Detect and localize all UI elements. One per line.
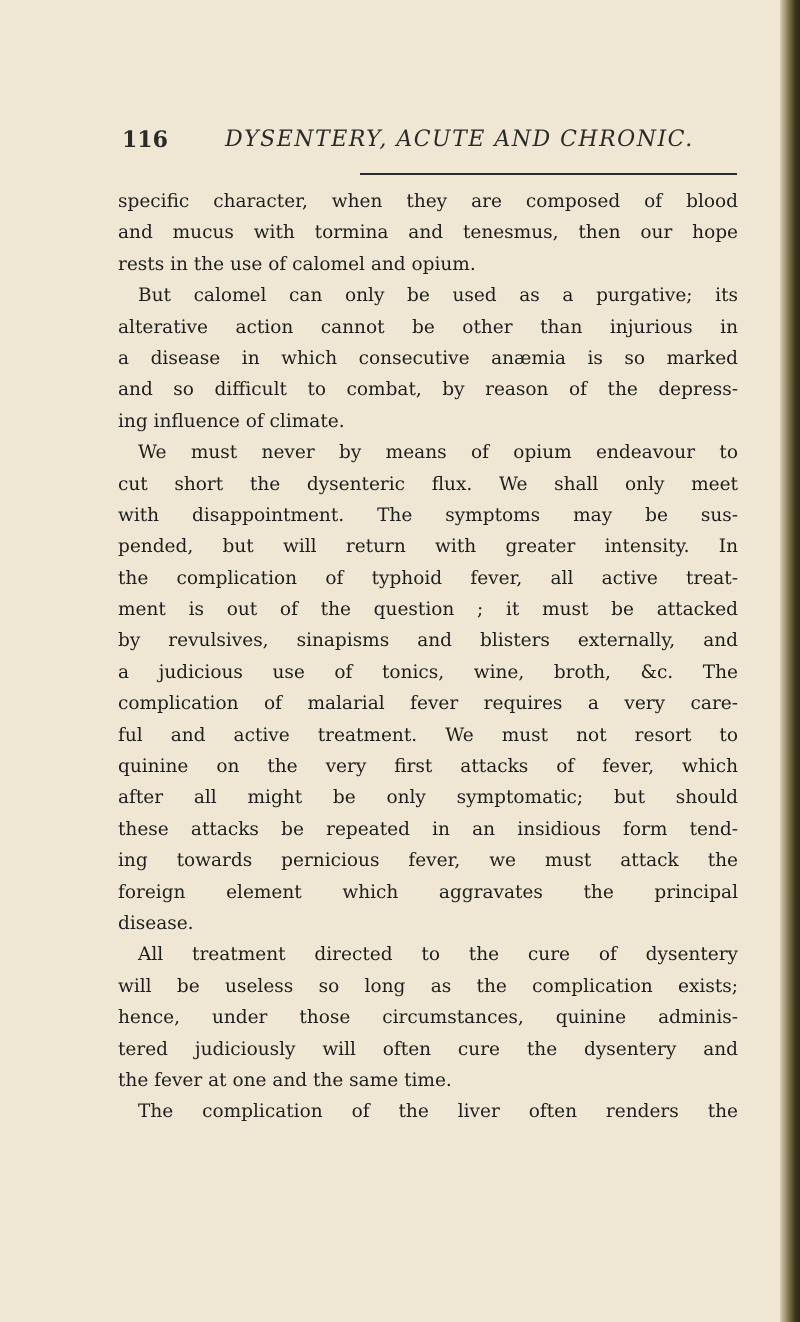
text-line: ing influence of climate.	[118, 410, 345, 432]
text-line: But calomel can only be used as a purgative; its	[138, 285, 738, 307]
text-line: a judicious use of tonics, wine, broth, &c. The	[118, 661, 738, 683]
text-line: complication of malarial fever requires a very care-	[118, 693, 738, 715]
text-line: The complication of the liver often renders the	[138, 1101, 738, 1123]
text-line: the fever at one and the same time.	[118, 1069, 452, 1091]
text-line: cut short the dysenteric flux. We shall only meet	[118, 473, 738, 495]
text-line: with disappointment. The symptoms may be sus-	[118, 504, 738, 526]
text-line: tered judiciously will often cure the dysentery and	[118, 1038, 738, 1060]
text-line: a disease in which consecutive anæmia is so marked	[118, 347, 738, 369]
text-line: quinine on the very first attacks of fever, which	[118, 756, 738, 778]
text-line: after all might be only symptomatic; but should	[118, 787, 738, 809]
text-line: ful and active treatment. We must not resort to	[118, 724, 738, 746]
page-number: 116	[122, 127, 168, 153]
page-edge-shadow	[780, 0, 800, 1322]
text-line: hence, under those circumstances, quinine adminis-	[118, 1007, 738, 1029]
header-rule	[360, 173, 737, 175]
text-line: disease.	[118, 912, 194, 934]
text-line: and so difficult to combat, by reason of the depress-	[118, 379, 738, 401]
text-line: We must never by means of opium endeavour to	[138, 442, 738, 464]
text-line: the complication of typhoid fever, all active treat-	[118, 567, 738, 589]
body-text	[118, 186, 738, 1128]
text-line: ment is out of the question ; it must be attacked	[118, 599, 738, 621]
running-head: DYSENTERY, ACUTE AND CHRONIC.	[225, 127, 694, 152]
text-line: ing towards pernicious fever, we must attack the	[118, 850, 738, 872]
text-line: and mucus with tormina and tenesmus, then our hope	[118, 222, 738, 244]
page-header	[118, 127, 738, 167]
text-line: specific character, when they are composed of blood	[118, 191, 738, 212]
text-line: these attacks be repeated in an insidious form tend-	[118, 818, 738, 840]
text-line: foreign element which aggravates the principal	[118, 881, 738, 903]
text-line: alterative action cannot be other than injurious in	[118, 316, 738, 338]
text-line: All treatment directed to the cure of dysentery	[138, 944, 738, 966]
text-line: pended, but will return with greater intensity. In	[118, 536, 738, 558]
text-line: rests in the use of calomel and opium.	[118, 253, 476, 275]
text-line: by revulsives, sinapisms and blisters externally, and	[118, 630, 738, 652]
text-line: will be useless so long as the complication exists;	[118, 975, 738, 997]
